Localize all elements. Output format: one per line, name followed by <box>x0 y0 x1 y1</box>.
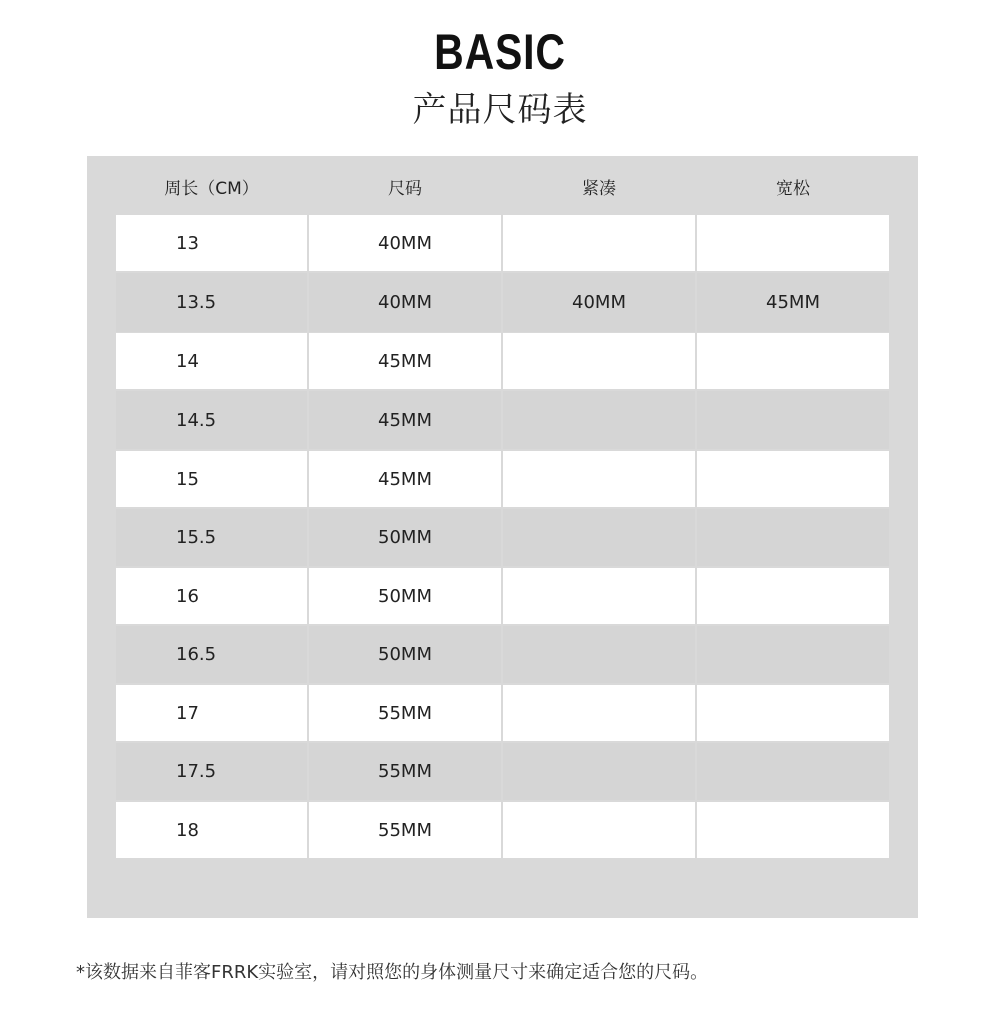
circumference-cell: 17 <box>116 685 307 741</box>
compact-cell <box>503 391 695 449</box>
size-cell: 40MM <box>309 273 501 332</box>
table-row <box>116 802 889 858</box>
loose-cell <box>697 509 889 566</box>
compact-cell <box>503 743 695 800</box>
circumference-cell: 17.5 <box>116 743 307 800</box>
loose-cell <box>697 215 889 271</box>
compact-cell <box>503 451 695 507</box>
circumference-cell: 15.5 <box>116 509 307 566</box>
table-row <box>116 568 889 624</box>
data-source-footnote: *该数据来自菲客FRRK实验室，请对照您的身体测量尺寸来确定适合您的尺码。 <box>76 962 709 983</box>
size-cell: 55MM <box>309 743 501 800</box>
circumference-cell: 18 <box>116 802 307 858</box>
circumference-cell: 13 <box>116 215 307 271</box>
table-row <box>116 451 889 507</box>
size-cell: 55MM <box>309 685 501 741</box>
loose-cell <box>697 626 889 683</box>
table-row <box>116 333 889 389</box>
compact-cell <box>503 333 695 389</box>
table-row <box>116 509 889 566</box>
table-row <box>116 391 889 449</box>
loose-cell: 45MM <box>697 273 889 332</box>
compact-cell <box>503 568 695 624</box>
table-row <box>116 215 889 271</box>
loose-cell <box>697 802 889 858</box>
table-row <box>116 626 889 683</box>
circumference-cell: 15 <box>116 451 307 507</box>
brand-title: BASIC <box>434 24 566 80</box>
table-row <box>116 743 889 800</box>
table-row <box>116 273 889 332</box>
size-cell: 55MM <box>309 802 501 858</box>
table-row <box>116 685 889 741</box>
header-loose: 宽松 <box>776 179 810 199</box>
compact-cell <box>503 626 695 683</box>
loose-cell <box>697 685 889 741</box>
loose-cell <box>697 333 889 389</box>
size-cell: 50MM <box>309 568 501 624</box>
size-cell: 50MM <box>309 509 501 566</box>
size-cell: 50MM <box>309 626 501 683</box>
compact-cell <box>503 509 695 566</box>
page-subtitle: 产品尺码表 <box>412 90 588 130</box>
size-cell: 40MM <box>309 215 501 271</box>
loose-cell <box>697 451 889 507</box>
compact-cell <box>503 802 695 858</box>
circumference-cell: 13.5 <box>116 273 307 332</box>
size-cell: 45MM <box>309 451 501 507</box>
header-size: 尺码 <box>388 179 422 199</box>
compact-cell <box>503 215 695 271</box>
circumference-cell: 14.5 <box>116 391 307 449</box>
header-compact: 紧凑 <box>582 179 616 199</box>
circumference-cell: 16 <box>116 568 307 624</box>
circumference-cell: 16.5 <box>116 626 307 683</box>
compact-cell: 40MM <box>503 273 695 332</box>
size-cell: 45MM <box>309 333 501 389</box>
compact-cell <box>503 685 695 741</box>
loose-cell <box>697 568 889 624</box>
loose-cell <box>697 391 889 449</box>
circumference-cell: 14 <box>116 333 307 389</box>
size-chart-table <box>87 156 918 918</box>
loose-cell <box>697 743 889 800</box>
header-circumference: 周长（CM） <box>164 179 259 199</box>
size-cell: 45MM <box>309 391 501 449</box>
